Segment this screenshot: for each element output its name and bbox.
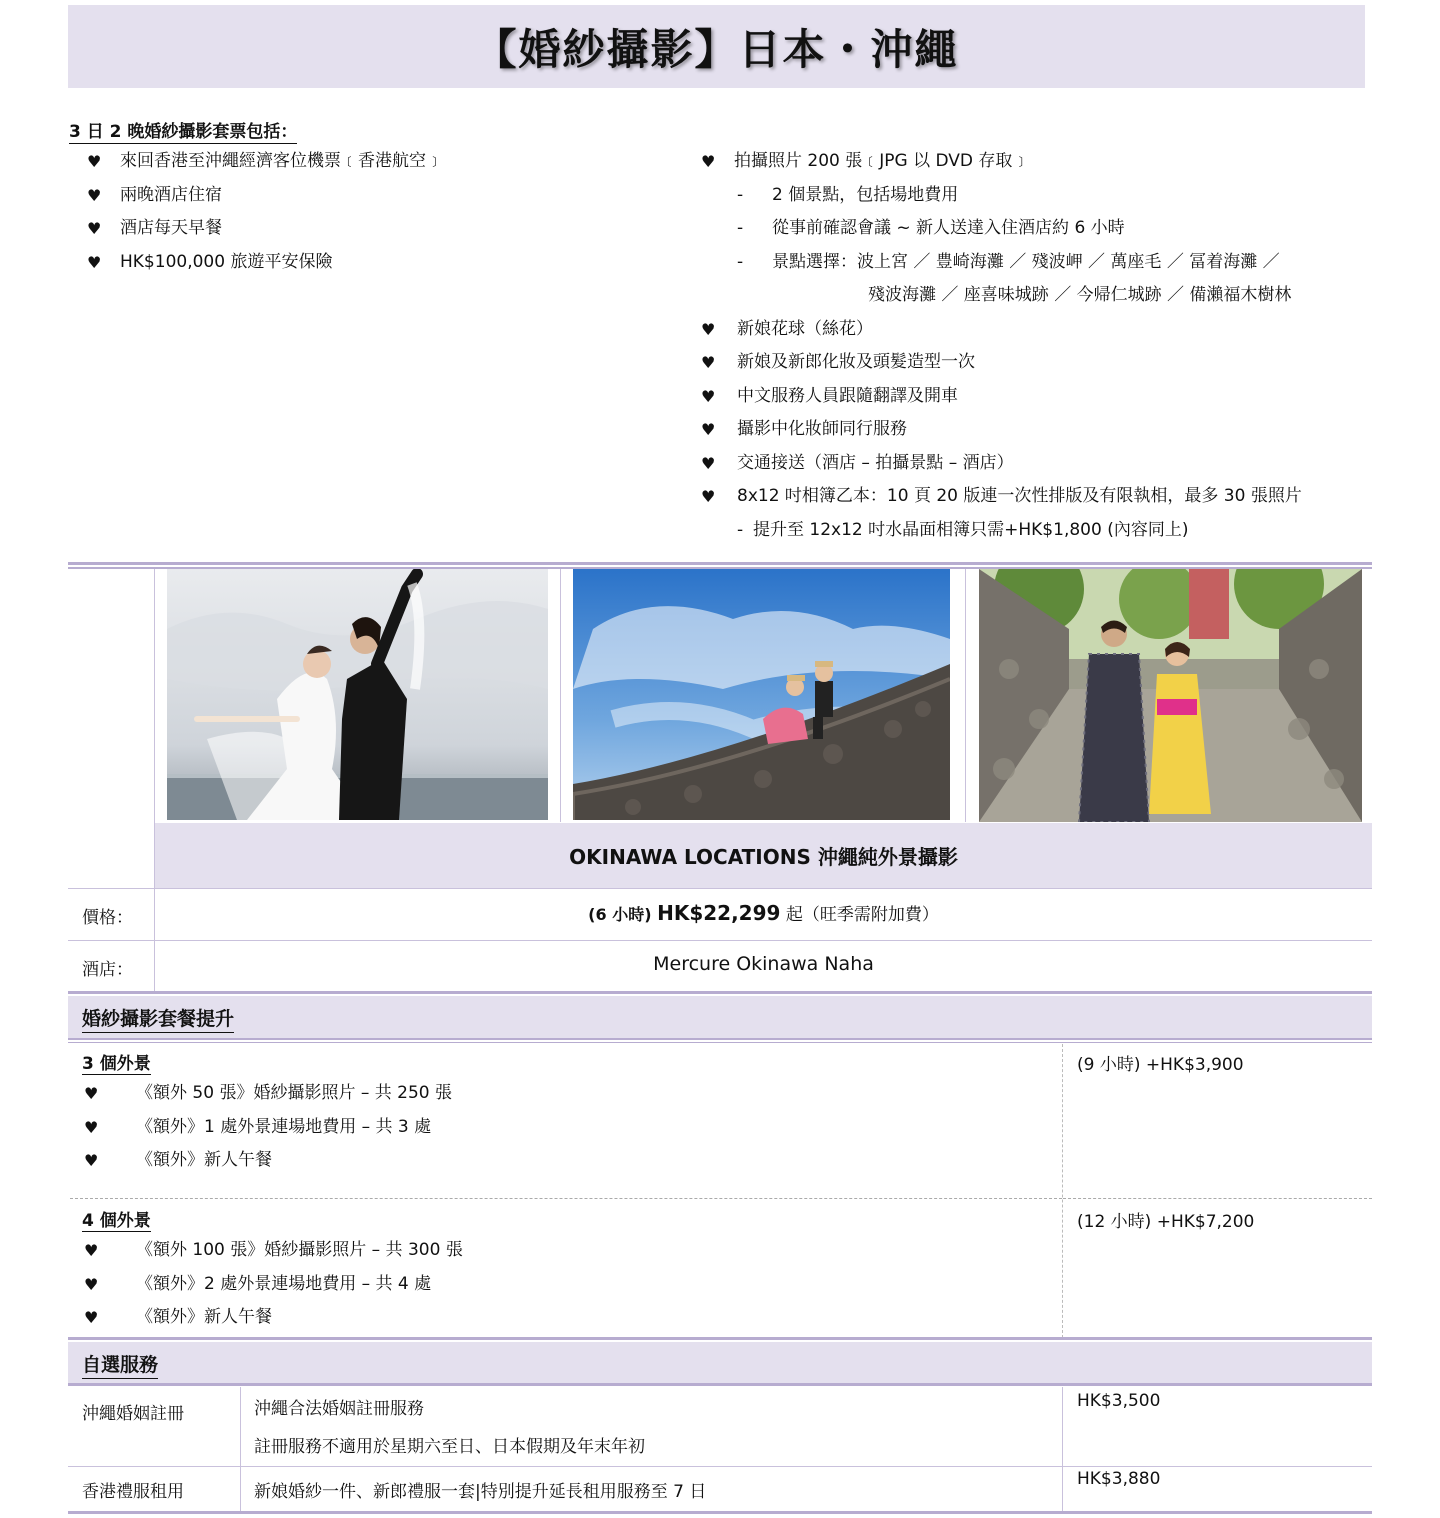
option-separator [1063,1198,1372,1199]
hotel-value: Mercure Okinawa Naha [653,953,874,975]
heart-icon: ♥ [701,152,716,171]
heart-icon: ♥ [84,1308,99,1327]
heart-icon: ♥ [701,420,716,439]
services-section-title: 自選服務 [82,1350,158,1379]
table-border [68,940,1372,941]
section-divider [68,1511,1372,1514]
list-item: ♥ 新娘及新郎化妝及頭髮造型一次 [701,346,1401,380]
section-divider [68,1038,1372,1040]
heart-icon: ♥ [87,185,102,205]
service-description: 沖繩合法婚姻註冊服務 [254,1399,424,1419]
services-section-band [68,1342,1372,1384]
service-label: 沖繩婚姻註冊 [82,1404,184,1424]
upgrade-option-heading: 3 個外景 [82,1049,151,1075]
dash-marker: - [737,184,744,205]
upgrade-section-band [68,996,1372,1038]
list-item: ♥ 交通接送（酒店 – 拍攝景點 – 酒店） [701,447,1401,481]
upgrade-option-price: (9 小時) +HK$3,900 [1077,1055,1244,1075]
table-border [1062,1387,1063,1512]
hotel-label: 酒店： [82,960,133,980]
service-price: HK$3,880 [1077,1469,1161,1489]
sub-list-item: - 景點選擇：波上宮 ／ 豊崎海灘 ／ 殘波岬 ／ 萬座毛 ／ 冨着海灘 ／ [701,246,1401,280]
dash-marker: - [737,251,744,272]
sub-list-item: - 從事前確認會議 ~ 新人送達入住酒店約 6 小時 [701,212,1401,246]
sub-list-continuation: 殘波海灘 ／ 座喜味城跡 ／ 今帰仁城跡 ／ 備瀨福木樹林 [868,285,1292,305]
section-divider [68,1337,1372,1340]
list-item: ♥ 中文服務人員跟隨翻譯及開車 [701,380,1401,414]
wedding-photo-seaside [167,569,548,820]
page-title: 【婚紗攝影】日本・沖繩 [474,24,959,74]
section-divider [68,1042,1372,1043]
dash-marker: - [737,519,744,540]
option-separator [70,1198,1062,1199]
price-value [155,900,1372,925]
package-left-list [87,145,647,279]
table-border [240,1387,241,1512]
package-right-list [701,145,1401,547]
heart-icon: ♥ [84,1151,99,1170]
table-border [68,1466,1372,1467]
price-amount: HK$22,299 [657,901,781,925]
locations-title: OKINAWA LOCATIONS 沖繩純外景攝影 [569,845,958,869]
heart-icon: ♥ [84,1084,99,1103]
dash-marker: - [737,218,744,238]
heart-icon: ♥ [87,219,102,238]
locations-banner [155,823,1372,888]
table-border [68,888,1372,889]
heart-icon: ♥ [701,453,716,473]
package-heading: 3 日 2 晚婚紗攝影套票包括： [69,117,297,144]
wedding-photo-stone-wall [573,569,950,820]
list-item: ♥ 8x12 吋相簿乙本：10 頁 20 版連一次性排版及有限執相，最多 30 張照片 [701,480,1401,514]
heart-icon: ♥ [84,1117,99,1137]
table-border [965,569,966,822]
list-item: ♥ 兩晚酒店住宿 [87,179,647,213]
table-border [154,569,155,991]
section-divider [68,991,1372,994]
album-upgrade-item: - 提升至 12x12 吋水晶面相簿只需+HK$1,800 (內容同上) [701,514,1401,548]
heart-icon: ♥ [701,386,716,406]
title-banner [68,5,1365,88]
table-border [1062,1044,1063,1338]
heart-icon: ♥ [84,1274,99,1294]
list-item: ♥ 酒店每天早餐 [87,212,647,246]
list-item: ♥ 來回香港至沖繩經濟客位機票﹝香港航空﹞ [87,145,647,179]
upgrade-section-title: 婚紗攝影套餐提升 [82,1004,234,1033]
price-hours: (6 小時) [588,905,658,924]
heart-icon: ♥ [87,252,102,272]
list-item: ♥ 新娘花球（絲花） [701,313,1401,347]
list-item: ♥ HK$100,000 旅遊平安保險 [87,246,647,280]
heart-icon: ♥ [701,319,716,339]
service-price: HK$3,500 [1077,1391,1161,1411]
list-item: ♥ 攝影中化妝師同行服務 [701,413,1401,447]
service-label: 香港禮服租用 [82,1482,184,1502]
upgrade-option-price: (12 小時) +HK$7,200 [1077,1212,1255,1232]
wedding-photo-yukata-path [979,569,1362,822]
section-divider [68,1383,1372,1386]
heart-icon: ♥ [84,1241,99,1260]
heart-icon: ♥ [701,487,716,506]
list-item: ♥ 拍攝照片 200 張﹝JPG 以 DVD 存取﹞ [701,145,1401,179]
sub-list-item: - 2 個景點，包括場地費用 [701,179,1401,213]
price-suffix: 起（旺季需附加費） [780,905,939,925]
section-divider [68,562,1372,565]
service-description: 新娘婚紗一件、新郎禮服一套|特別提升延長租用服務至 7 日 [254,1482,707,1502]
price-label: 價格： [82,908,133,928]
service-note: 註冊服務不適用於星期六至日、日本假期及年末年初 [254,1437,645,1457]
upgrade-option-heading: 4 個外景 [82,1206,151,1232]
heart-icon: ♥ [87,152,102,171]
heart-icon: ♥ [701,353,716,372]
table-border [560,569,561,822]
